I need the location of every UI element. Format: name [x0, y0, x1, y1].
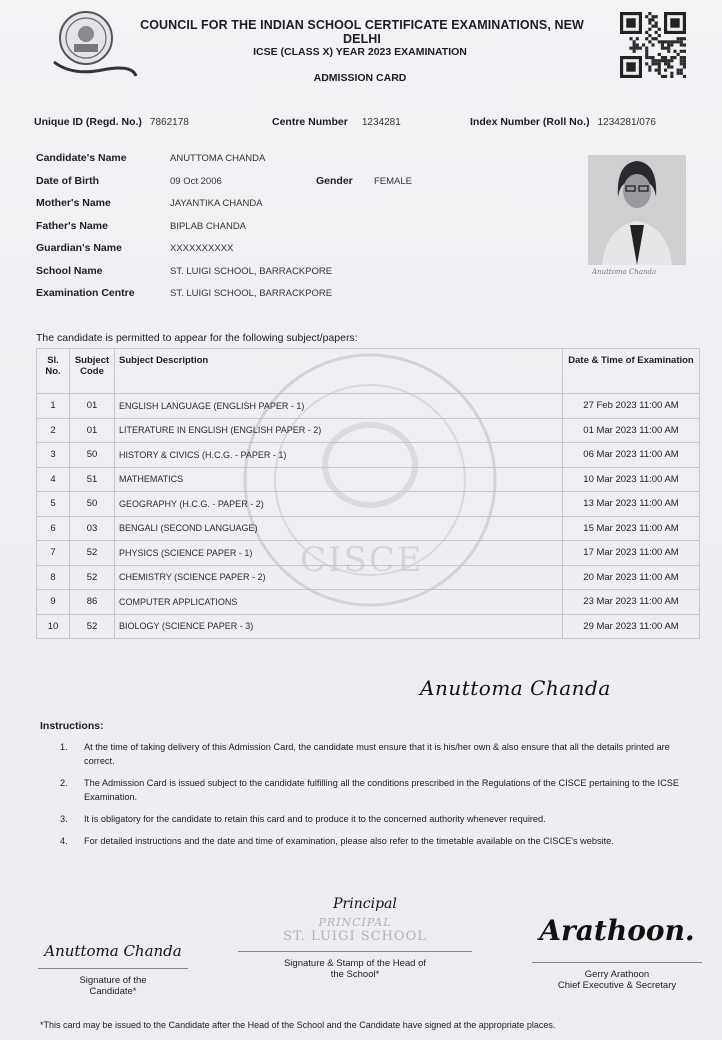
- table-row: [37, 418, 700, 443]
- table-row: [37, 590, 700, 615]
- mother-name-value: JAYANTIKA CHANDA: [170, 198, 263, 209]
- centre-number-field: [272, 116, 401, 128]
- subjects-table: [36, 348, 700, 639]
- subject-code-cell: 86: [70, 590, 115, 615]
- head-signature: Principal: [333, 896, 397, 912]
- gender-label: Gender: [316, 174, 353, 187]
- date-time-cell: 29 Mar 2023 11:00 AM: [563, 614, 700, 639]
- dob-label: Date of Birth: [36, 174, 99, 187]
- subject-description-cell: BENGALI (SECOND LANGUAGE): [115, 516, 563, 541]
- date-time-cell: 01 Mar 2023 11:00 AM: [563, 418, 700, 443]
- candidate-name-label: Candidate's Name: [36, 152, 127, 164]
- school-name-value: ST. LUIGI SCHOOL, BARRACKPORE: [170, 265, 333, 277]
- photo-signature: Anuttoma Chanda: [592, 268, 657, 276]
- subject-code-cell: 50: [70, 492, 115, 517]
- table-header-row: [37, 349, 700, 394]
- head-caption-2: the School*: [330, 969, 380, 980]
- date-time-cell: 17 Mar 2023 11:00 AM: [563, 541, 700, 566]
- subject-description-cell: LITERATURE IN ENGLISH (ENGLISH PAPER - 2): [115, 418, 563, 443]
- sl-no-cell: 4: [37, 467, 70, 492]
- sl-no-cell: 7: [37, 541, 70, 566]
- dob-value: 09 Oct 2006: [170, 175, 222, 187]
- instruction-number: 3.: [60, 814, 68, 824]
- header-subject-code: Subject Code: [70, 349, 115, 394]
- secretary-title: Chief Executive & Secretary: [557, 980, 677, 991]
- table-row: [37, 614, 700, 639]
- subject-code-cell: 52: [70, 614, 115, 639]
- stamp-line-1: PRINCIPAL: [318, 916, 392, 929]
- instruction-text: For detailed instructions and the date and time of examination, please also refer to the timetable available on the CISCE's website.: [84, 836, 614, 846]
- subject-description-cell: PHYSICS (SCIENCE PAPER - 1): [115, 541, 563, 566]
- subject-code-cell: 01: [70, 418, 115, 443]
- subject-code-cell: 01: [70, 394, 115, 419]
- subject-description-cell: MATHEMATICS: [115, 467, 563, 492]
- instruction-number: 2.: [60, 778, 68, 788]
- guardian-name-label: Guardian's Name: [36, 242, 122, 254]
- instruction-number: 4.: [60, 836, 68, 846]
- date-time-cell: 20 Mar 2023 11:00 AM: [563, 565, 700, 590]
- signature-line: [532, 962, 702, 963]
- candidate-caption-2: Candidate*: [89, 986, 137, 997]
- instruction-text: The Admission Card is issued subject to the candidate fulfilling all the conditions prescribed in the Regulations of the CISCE pertaining to the ICSE Examination.: [84, 778, 679, 802]
- header-sl-no: Sl. No.: [37, 349, 70, 394]
- secretary-signature-block: [532, 900, 702, 991]
- unique-id-label: Unique ID (Regd. No.): [34, 116, 142, 128]
- date-time-cell: 27 Feb 2023 11:00 AM: [563, 394, 700, 419]
- sl-no-cell: 5: [37, 492, 70, 517]
- date-time-cell: 10 Mar 2023 11:00 AM: [563, 467, 700, 492]
- index-number-label: Index Number (Roll No.): [470, 116, 590, 128]
- subject-code-cell: 51: [70, 467, 115, 492]
- header-date-time: Date & Time of Examination: [563, 349, 700, 394]
- candidate-signature-block: [38, 940, 188, 997]
- subject-code-cell: 50: [70, 443, 115, 468]
- candidate-caption-1: Signature of the: [79, 975, 147, 986]
- subject-code-cell: 03: [70, 516, 115, 541]
- candidate-photo: [588, 155, 686, 265]
- instructions-title: Instructions:: [40, 720, 104, 732]
- exam-centre-value: ST. LUIGI SCHOOL, BARRACKPORE: [170, 288, 333, 299]
- date-time-cell: 06 Mar 2023 11:00 AM: [563, 443, 700, 468]
- sl-no-cell: 1: [37, 394, 70, 419]
- subject-description-cell: GEOGRAPHY (H.C.G. - PAPER - 2): [115, 492, 563, 517]
- subject-code-cell: 52: [70, 541, 115, 566]
- instruction-item: [60, 812, 700, 826]
- gender-value: FEMALE: [374, 175, 413, 187]
- table-row: [37, 394, 700, 419]
- sl-no-cell: 8: [37, 565, 70, 590]
- secretary-name: Gerry Arathoon: [584, 969, 650, 980]
- candidate-name-value: ANUTTOMA CHANDA: [170, 153, 266, 164]
- instructions-list: [60, 740, 700, 856]
- subject-description-cell: CHEMISTRY (SCIENCE PAPER - 2): [115, 565, 563, 590]
- header-subject-description: Subject Description: [115, 349, 563, 394]
- father-name-value: BIPLAB CHANDA: [170, 220, 247, 232]
- stamp-line-2: ST. LUIGI SCHOOL: [283, 929, 427, 944]
- date-time-cell: 15 Mar 2023 11:00 AM: [563, 516, 700, 541]
- unique-id-field: [34, 116, 189, 128]
- unique-id-value: 7862178: [149, 117, 189, 128]
- card-title: ADMISSION CARD: [313, 72, 407, 84]
- sl-no-cell: 2: [37, 418, 70, 443]
- index-number-field: [470, 116, 656, 128]
- instruction-item: [60, 834, 700, 848]
- exam-centre-label: Examination Centre: [36, 287, 135, 299]
- date-time-cell: 23 Mar 2023 11:00 AM: [563, 590, 700, 615]
- school-name-label: School Name: [36, 264, 103, 277]
- council-title: COUNCIL FOR THE INDIAN SCHOOL CERTIFICATE EXAMINATIONS, NEW DELHI: [140, 18, 584, 46]
- guardian-name-value: XXXXXXXXXX: [170, 243, 234, 254]
- instruction-item: [60, 776, 700, 804]
- candidate-signature-bottom: Anuttoma Chanda: [44, 942, 182, 960]
- qr-code-icon: [620, 12, 686, 80]
- subject-code-cell: 52: [70, 565, 115, 590]
- instruction-number: 1.: [60, 742, 68, 752]
- subject-description-cell: HISTORY & CIVICS (H.C.G. - PAPER - 1): [115, 443, 563, 468]
- table-row: [37, 467, 700, 492]
- subject-description-cell: ENGLISH LANGUAGE (ENGLISH PAPER - 1): [115, 394, 563, 419]
- candidate-signature: Anuttoma Chanda: [420, 676, 611, 700]
- sl-no-cell: 9: [37, 590, 70, 615]
- permit-statement: The candidate is permitted to appear for the following subject/papers:: [36, 332, 358, 344]
- mother-name-label: Mother's Name: [36, 197, 111, 209]
- footnote: *This card may be issued to the Candidate after the Head of the School and the Candidate have signed at the appropriate places.: [40, 1020, 556, 1030]
- father-name-label: Father's Name: [36, 219, 108, 232]
- signature-line: [38, 968, 188, 969]
- table-row: [37, 516, 700, 541]
- index-number-value: 1234281/076: [597, 117, 656, 128]
- exam-subtitle: ICSE (CLASS X) YEAR 2023 EXAMINATION: [253, 46, 467, 58]
- centre-number-label: Centre Number: [272, 116, 348, 128]
- date-time-cell: 13 Mar 2023 11:00 AM: [563, 492, 700, 517]
- instruction-item: [60, 740, 700, 768]
- head-caption-1: Signature & Stamp of the Head of: [283, 958, 427, 969]
- secretary-signature: Arathoon.: [539, 914, 695, 947]
- watermark-text: CISCE: [300, 540, 424, 580]
- subject-description-cell: COMPUTER APPLICATIONS: [115, 590, 563, 615]
- table-row: [37, 443, 700, 468]
- table-row: [37, 541, 700, 566]
- signature-line: [238, 951, 472, 952]
- centre-number-value: 1234281: [361, 117, 401, 128]
- sl-no-cell: 10: [37, 614, 70, 639]
- instruction-text: At the time of taking delivery of this Admission Card, the candidate must ensure that it is his/her own & also ensure that all the details printed are correct.: [84, 742, 670, 766]
- table-row: [37, 492, 700, 517]
- sl-no-cell: 3: [37, 443, 70, 468]
- sl-no-cell: 6: [37, 516, 70, 541]
- instruction-text: It is obligatory for the candidate to retain this card and to produce it to the concerned authority whenever required.: [84, 814, 546, 824]
- head-signature-block: [238, 896, 472, 980]
- table-row: [37, 565, 700, 590]
- subject-description-cell: BIOLOGY (SCIENCE PAPER - 3): [115, 614, 563, 639]
